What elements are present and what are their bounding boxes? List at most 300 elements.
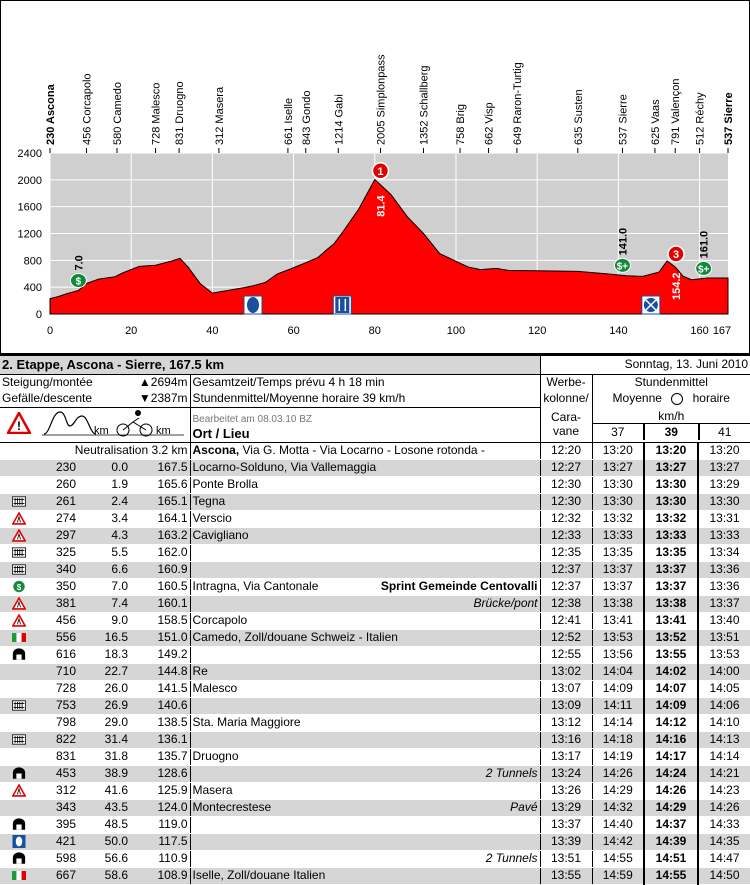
km-remaining: 158.5 xyxy=(130,612,190,629)
place-header-cell xyxy=(190,407,540,442)
caravan-header xyxy=(540,407,592,442)
km-remaining: 160.9 xyxy=(130,561,190,578)
km-done: 48.5 xyxy=(78,816,130,833)
time-37: 14:04 xyxy=(592,663,644,680)
time-39: 13:35 xyxy=(644,544,698,561)
rail-icon xyxy=(0,561,38,578)
table-row xyxy=(0,799,750,816)
time-41: 14:50 xyxy=(698,867,750,884)
icon-cell xyxy=(0,663,38,680)
rail-icon xyxy=(0,731,38,748)
x-tick-label: 40 xyxy=(206,325,218,337)
time-41: 14:05 xyxy=(698,680,750,697)
descent-value: ▼2387m xyxy=(130,391,190,408)
place-cell xyxy=(190,697,540,714)
km-remaining: 119.0 xyxy=(130,816,190,833)
horaire-label: horaire xyxy=(693,391,730,405)
route-timetable xyxy=(0,354,750,885)
sprint-km-label: 161.0 xyxy=(699,231,711,259)
sprint-symbol: $+ xyxy=(698,264,710,275)
warn-icon xyxy=(0,782,38,799)
time-39: 13:33 xyxy=(644,527,698,544)
caravan-time: 13:09 xyxy=(540,697,592,714)
place-label: 230 Ascona xyxy=(45,83,57,145)
km-label-2: km xyxy=(156,425,171,437)
altitude: 616 xyxy=(38,646,78,663)
caravan-time: 13:12 xyxy=(540,714,592,731)
time-39: 14:26 xyxy=(644,782,698,799)
km-done: 26.0 xyxy=(78,680,130,697)
place-cell xyxy=(190,663,540,680)
place-label: 649 Raron-Turtig xyxy=(512,62,524,145)
table-row xyxy=(0,544,750,561)
svg-text:!: ! xyxy=(17,419,21,433)
time-39: 14:16 xyxy=(644,731,698,748)
caravan-time: 12:55 xyxy=(540,646,592,663)
km-done: 26.9 xyxy=(78,697,130,714)
place-name: Re xyxy=(193,664,208,679)
time-39: 14:55 xyxy=(644,867,698,884)
time-39: 14:29 xyxy=(644,799,698,816)
caravan-time: 13:17 xyxy=(540,748,592,765)
km-remaining: 151.0 xyxy=(130,629,190,646)
caravan-time: 13:39 xyxy=(540,833,592,850)
place-cell xyxy=(190,867,540,884)
time-41: 13:37 xyxy=(698,595,750,612)
place-name: Ponte Brolla xyxy=(193,477,258,492)
caravan-time: 12:52 xyxy=(540,629,592,646)
time-41: 13:29 xyxy=(698,476,750,493)
climb-label: Steigung/montée xyxy=(0,374,130,391)
km-remaining: 164.1 xyxy=(130,510,190,527)
time-39: 13:32 xyxy=(644,510,698,527)
warn-icon xyxy=(0,612,38,629)
caravan-time: 12:33 xyxy=(540,527,592,544)
km-remaining: 144.8 xyxy=(130,663,190,680)
table-row xyxy=(0,510,750,527)
table-row xyxy=(0,493,750,510)
place-cell xyxy=(190,765,540,782)
table-row xyxy=(0,680,750,697)
warn-icon xyxy=(0,595,38,612)
icon-cell xyxy=(0,680,38,697)
time-39: 13:55 xyxy=(644,646,698,663)
place-label: 1214 Gabi xyxy=(333,94,345,145)
climb-category-number: 3 xyxy=(673,249,679,261)
time-39: 13:38 xyxy=(644,595,698,612)
caravan-time: 12:38 xyxy=(540,595,592,612)
x-tick-label: 20 xyxy=(125,325,137,337)
km-remaining: 141.5 xyxy=(130,680,190,697)
table-row xyxy=(0,595,750,612)
avg-speed: Stundenmittel/Moyenne horaire 39 km/h xyxy=(190,391,540,408)
sprint-icon xyxy=(0,578,38,595)
altitude: 822 xyxy=(38,731,78,748)
place-note: Sprint Gemeinde Centovalli xyxy=(381,579,538,594)
place-cell xyxy=(190,748,540,765)
time-41: 14:35 xyxy=(698,833,750,850)
table-row xyxy=(0,646,750,663)
speed-37: 37 xyxy=(593,424,644,440)
place-label: 791 Valençon xyxy=(670,79,682,145)
km-done: 4.3 xyxy=(78,527,130,544)
altitude: 421 xyxy=(38,833,78,850)
km-done: 7.4 xyxy=(78,595,130,612)
km-remaining: 138.5 xyxy=(130,714,190,731)
altitude: 453 xyxy=(38,765,78,782)
clock-icon xyxy=(671,393,683,405)
warn-icon xyxy=(0,510,38,527)
km-remaining: 136.1 xyxy=(130,731,190,748)
caravan-time: 12:41 xyxy=(540,612,592,629)
caravan-line-4: vane xyxy=(543,424,590,438)
km-remaining: 140.6 xyxy=(130,697,190,714)
climb-category-number: 1 xyxy=(377,166,383,178)
place-label: 1352 Schallberg xyxy=(419,65,431,145)
table-row xyxy=(0,629,750,646)
place-label: 512 Réchy xyxy=(695,92,707,145)
x-tick-label: 80 xyxy=(369,325,381,337)
km-done: 16.5 xyxy=(78,629,130,646)
altitude: 667 xyxy=(38,867,78,884)
x-tick-label: 0 xyxy=(47,325,53,337)
km-done: 9.0 xyxy=(78,612,130,629)
y-tick-label: 400 xyxy=(24,282,42,294)
time-37: 13:33 xyxy=(592,527,644,544)
time-41: 14:23 xyxy=(698,782,750,799)
time-39: 14:39 xyxy=(644,833,698,850)
km-remaining: 117.5 xyxy=(130,833,190,850)
climb-km-label: 154.2 xyxy=(671,272,683,300)
kmh-label: km/h xyxy=(593,409,750,423)
place-label: 635 Susten xyxy=(573,89,585,145)
place-label: 625 Vaas xyxy=(650,99,662,145)
icon-cell xyxy=(0,714,38,731)
svg-text:$: $ xyxy=(17,583,22,592)
tunnel-icon xyxy=(0,765,38,782)
place-label: 728 Malesco xyxy=(151,83,163,145)
sprint-km-label: 141.0 xyxy=(617,228,629,256)
caravan-time: 13:55 xyxy=(540,867,592,884)
time-37: 13:27 xyxy=(592,459,644,476)
place-header: Ort / Lieu xyxy=(193,426,538,442)
stage-date: Sonntag, 13. Juni 2010 xyxy=(540,355,750,374)
x-tick-label: 140 xyxy=(609,325,627,337)
km-done: 2.4 xyxy=(78,493,130,510)
warn-icon xyxy=(0,527,38,544)
time-41: 13:36 xyxy=(698,561,750,578)
time-39: 13:37 xyxy=(644,561,698,578)
x-tick-label: 100 xyxy=(447,325,465,337)
km-done: 1.9 xyxy=(78,476,130,493)
time-41: 13:40 xyxy=(698,612,750,629)
km-done: 22.7 xyxy=(78,663,130,680)
time-39: 14:09 xyxy=(644,697,698,714)
y-tick-label: 0 xyxy=(36,309,42,321)
place-note: Pavé xyxy=(510,800,537,815)
time-41: 14:26 xyxy=(698,799,750,816)
km-done: 3.4 xyxy=(78,510,130,527)
time-41: 14:13 xyxy=(698,731,750,748)
caravan-time: 12:27 xyxy=(540,459,592,476)
place-label: 537 Sierre xyxy=(617,94,629,145)
time-39: 13:30 xyxy=(644,476,698,493)
time-41: 14:10 xyxy=(698,714,750,731)
table-row xyxy=(0,765,750,782)
table-row xyxy=(0,782,750,799)
km-remaining: 163.2 xyxy=(130,527,190,544)
icon-cell xyxy=(0,748,38,765)
time-39: 13:27 xyxy=(644,459,698,476)
km-done: 0.0 xyxy=(78,459,130,476)
place-cell xyxy=(190,527,540,544)
route-rows xyxy=(0,442,750,884)
table-row xyxy=(0,748,750,765)
km-remaining: 165.1 xyxy=(130,493,190,510)
km-remaining: 162.0 xyxy=(130,544,190,561)
y-tick-label: 800 xyxy=(24,255,42,267)
place-cell xyxy=(190,646,540,663)
place-label: 661 Iselle xyxy=(283,98,295,145)
time-37: 13:53 xyxy=(592,629,644,646)
y-tick-label: 2400 xyxy=(18,148,42,160)
time-37: 13:41 xyxy=(592,612,644,629)
km-remaining: 108.9 xyxy=(130,867,190,884)
place-name: Tegna xyxy=(193,494,226,509)
place-name: Druogno xyxy=(193,749,239,764)
km-done: 6.6 xyxy=(78,561,130,578)
time-37: 13:32 xyxy=(592,510,644,527)
sprint-symbol: $+ xyxy=(617,261,629,272)
place-note: 2 Tunnels xyxy=(486,766,538,781)
place-label: 312 Masera xyxy=(214,86,226,145)
altitude: 395 xyxy=(38,816,78,833)
warning-icon-header xyxy=(0,407,38,442)
km-remaining: 167.5 xyxy=(130,459,190,476)
km-remaining: 165.6 xyxy=(130,476,190,493)
sprint-symbol: $ xyxy=(76,277,82,288)
elevation-profile-chart xyxy=(0,0,750,354)
time-39: 14:12 xyxy=(644,714,698,731)
place-cell xyxy=(190,544,540,561)
x-tick-label: 120 xyxy=(528,325,546,337)
caravan-time: 13:07 xyxy=(540,680,592,697)
place-cell xyxy=(190,578,540,595)
time-37: 13:35 xyxy=(592,544,644,561)
place-name: Montecrestese xyxy=(193,800,272,815)
descent-label: Gefälle/descente xyxy=(0,391,130,408)
km-remaining: 125.9 xyxy=(130,782,190,799)
km-done: 7.0 xyxy=(78,578,130,595)
time-37: 14:55 xyxy=(592,850,644,867)
time-41: 14:06 xyxy=(698,697,750,714)
y-tick-label: 1600 xyxy=(18,202,42,214)
place-label: 831 Druogno xyxy=(174,81,186,145)
caravan-time: 13:24 xyxy=(540,765,592,782)
caravan-time: 13:51 xyxy=(540,850,592,867)
table-row xyxy=(0,731,750,748)
km-done: 29.0 xyxy=(78,714,130,731)
place-label: 758 Brig xyxy=(455,104,467,145)
place-label: 456 Corcapolo xyxy=(82,73,94,145)
time-41: 13:34 xyxy=(698,544,750,561)
time-39: 13:37 xyxy=(644,578,698,595)
caravan-time: 12:37 xyxy=(540,578,592,595)
time-37: 14:40 xyxy=(592,816,644,833)
place-label: 843 Gondo xyxy=(301,91,313,145)
table-row xyxy=(0,459,750,476)
time-37: 13:30 xyxy=(592,476,644,493)
icon-cell xyxy=(0,476,38,493)
rail-icon xyxy=(0,493,38,510)
route-table xyxy=(0,354,750,863)
place-note: Brücke/pont xyxy=(473,596,537,611)
time-37: 13:20 xyxy=(592,442,644,459)
time-39: 14:51 xyxy=(644,850,698,867)
table-row xyxy=(0,697,750,714)
time-37: 13:37 xyxy=(592,561,644,578)
speed-41: 41 xyxy=(700,424,750,440)
place-label: 662 Visp xyxy=(483,102,495,145)
place-cell xyxy=(190,782,540,799)
speed-header xyxy=(592,407,750,442)
place-cell xyxy=(190,493,540,510)
rail-icon xyxy=(0,697,38,714)
altitude: 350 xyxy=(38,578,78,595)
time-41: 13:33 xyxy=(698,527,750,544)
y-tick-label: 1200 xyxy=(18,229,42,241)
time-37: 14:59 xyxy=(592,867,644,884)
place-name: Cavigliano xyxy=(193,528,249,543)
place-cell xyxy=(190,714,540,731)
km-remaining: 128.6 xyxy=(130,765,190,782)
icon-cell xyxy=(0,799,38,816)
time-41: 13:36 xyxy=(698,578,750,595)
time-41: 13:51 xyxy=(698,629,750,646)
table-row xyxy=(0,816,750,833)
food-icon-shape xyxy=(335,297,349,313)
table-row xyxy=(0,561,750,578)
flag-icon xyxy=(0,867,38,884)
table-row xyxy=(0,578,750,595)
time-37: 13:30 xyxy=(592,493,644,510)
speed-39: 39 xyxy=(643,424,699,440)
total-time: Gesamtzeit/Temps prévu 4 h 18 min xyxy=(190,374,540,391)
place-name: Intragna, Via Cantonale xyxy=(193,579,319,594)
table-row xyxy=(0,612,750,629)
caravan-line-2: kolonne/ xyxy=(540,391,592,408)
km-remaining: 110.9 xyxy=(130,850,190,867)
time-41: 14:33 xyxy=(698,816,750,833)
x-tick-label: 60 xyxy=(287,325,299,337)
km-done: 43.5 xyxy=(78,799,130,816)
time-41: 13:53 xyxy=(698,646,750,663)
place-label: 537 Sierre xyxy=(723,92,735,145)
place-cell xyxy=(190,561,540,578)
place-cell xyxy=(190,442,540,459)
place-note: 2 Tunnels xyxy=(486,851,538,866)
place-cell xyxy=(190,612,540,629)
time-39: 13:52 xyxy=(644,629,698,646)
climb-km-label: 81.4 xyxy=(375,194,387,216)
moyenne-label: Moyenne xyxy=(613,391,662,405)
altitude: 710 xyxy=(38,663,78,680)
stundenmittel-label: Stundenmittel xyxy=(592,374,750,391)
place-name: Iselle, Zoll/douane Italien xyxy=(193,868,326,883)
caravan-line-1: Werbe- xyxy=(540,374,592,391)
altitude: 456 xyxy=(38,612,78,629)
time-39: 14:17 xyxy=(644,748,698,765)
place-start: Ascona, xyxy=(193,443,240,457)
time-37: 13:38 xyxy=(592,595,644,612)
caravan-time: 12:20 xyxy=(540,442,592,459)
altitude: 343 xyxy=(38,799,78,816)
time-37: 14:19 xyxy=(592,748,644,765)
time-41: 14:00 xyxy=(698,663,750,680)
km-label-1: km xyxy=(94,425,109,437)
km-done: 31.8 xyxy=(78,748,130,765)
y-tick-label: 2000 xyxy=(18,175,42,187)
km-remaining: 124.0 xyxy=(130,799,190,816)
edited-note: Bearbeitet am 08.03.10 BZ xyxy=(193,414,538,426)
x-tick-label: 160 xyxy=(690,325,708,337)
time-37: 14:29 xyxy=(592,782,644,799)
place-name: Sta. Maria Maggiore xyxy=(193,715,301,730)
km-done: 5.5 xyxy=(78,544,130,561)
time-41: 13:30 xyxy=(698,493,750,510)
km-done: 58.6 xyxy=(78,867,130,884)
altitude: 230 xyxy=(38,459,78,476)
tunnel-icon xyxy=(0,850,38,867)
time-39: 14:37 xyxy=(644,816,698,833)
place-cell xyxy=(190,850,540,867)
table-row xyxy=(0,714,750,731)
caravan-time: 12:35 xyxy=(540,544,592,561)
time-41: 14:47 xyxy=(698,850,750,867)
km-done: 18.3 xyxy=(78,646,130,663)
rail-icon xyxy=(0,544,38,561)
table-row xyxy=(0,476,750,493)
place-cell xyxy=(190,510,540,527)
table-row xyxy=(0,442,750,459)
altitude: 274 xyxy=(38,510,78,527)
place-cell xyxy=(190,629,540,646)
icon-cell xyxy=(0,459,38,476)
altitude: 381 xyxy=(38,595,78,612)
place-cell xyxy=(190,459,540,476)
moyenne-horaire xyxy=(592,391,750,408)
time-37: 14:14 xyxy=(592,714,644,731)
caravan-time: 13:02 xyxy=(540,663,592,680)
km-done: 50.0 xyxy=(78,833,130,850)
altitude: 312 xyxy=(38,782,78,799)
altitude: 598 xyxy=(38,850,78,867)
caravan-time: 12:30 xyxy=(540,493,592,510)
place-label: 580 Camedo xyxy=(112,82,124,145)
place-name: Malesco xyxy=(193,681,238,696)
km-remaining: 135.7 xyxy=(130,748,190,765)
altitude: 753 xyxy=(38,697,78,714)
altitude: 261 xyxy=(38,493,78,510)
time-37: 14:18 xyxy=(592,731,644,748)
km-done: 41.6 xyxy=(78,782,130,799)
time-41: 13:27 xyxy=(698,459,750,476)
tunnel-icon xyxy=(0,816,38,833)
time-37: 13:56 xyxy=(592,646,644,663)
km-done: 38.9 xyxy=(78,765,130,782)
stage-title: 2. Etappe, Ascona - Sierre, 167.5 km xyxy=(0,355,540,374)
table-row xyxy=(0,850,750,867)
